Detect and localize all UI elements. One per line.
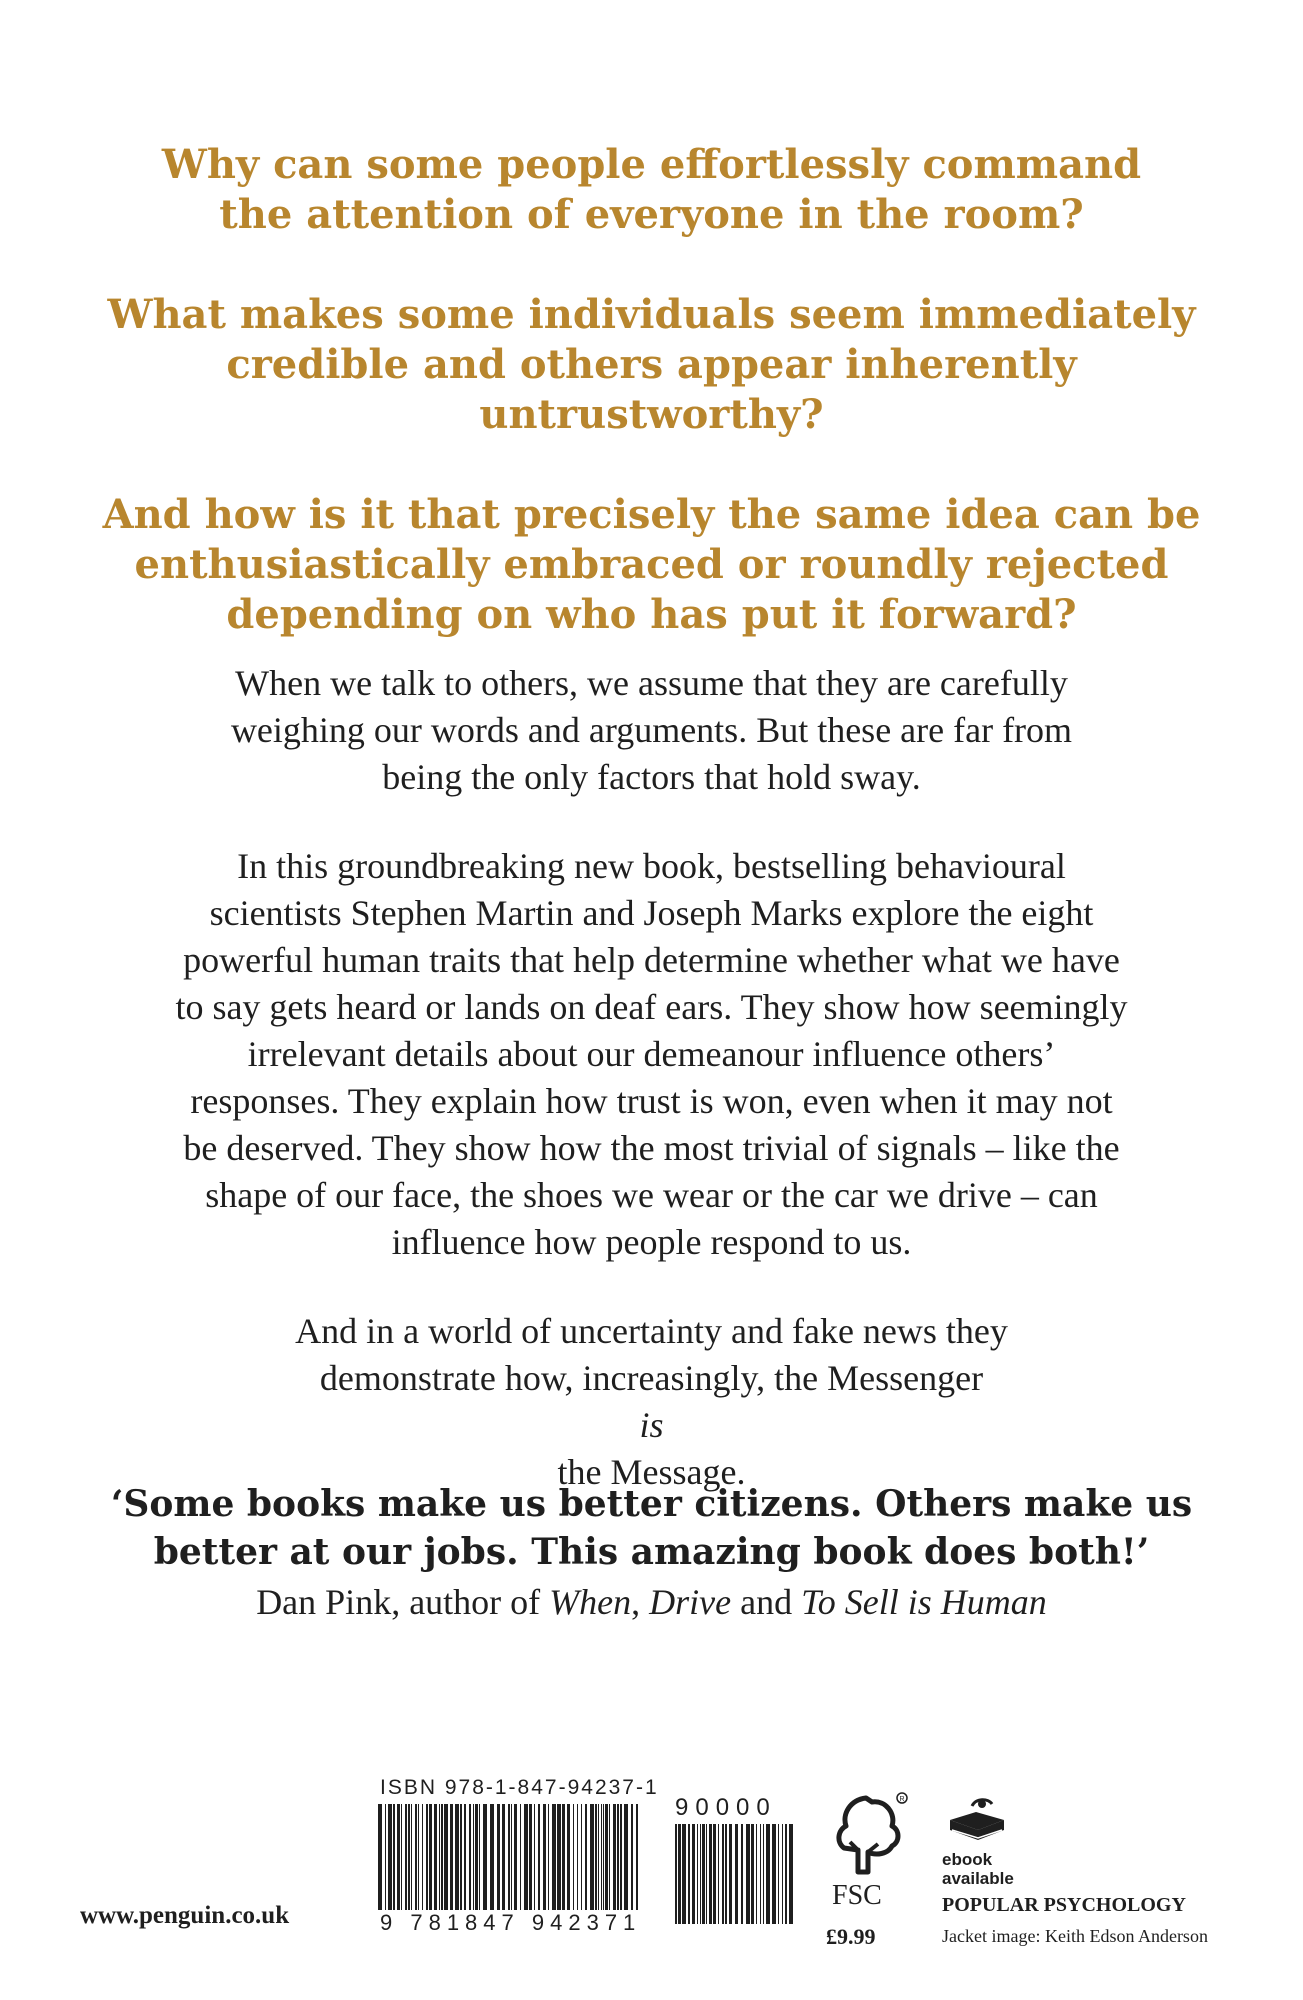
book-title: Drive — [649, 1582, 732, 1622]
blurb-paragraph-1 — [110, 660, 1193, 801]
barcode-bar — [497, 1804, 500, 1924]
barcode-bar — [617, 1804, 619, 1924]
barcode-bar — [756, 1824, 757, 1924]
barcode-bar — [713, 1824, 716, 1924]
barcode-bar — [675, 1824, 677, 1924]
barcode-bar — [697, 1824, 698, 1924]
jacket-credit: Jacket image: Keith Edson Anderson — [942, 1926, 1208, 1946]
barcode-bar — [483, 1804, 487, 1924]
quote-attribution — [100, 1578, 1203, 1626]
barcode-bar — [778, 1824, 779, 1924]
barcode-bar — [385, 1804, 386, 1924]
blurb-line: responses. They explain how trust is won, even when it may not — [190, 1081, 1113, 1121]
blurb-line: shape of our face, the shoes we wear or the car we drive – can — [205, 1175, 1098, 1215]
barcode-bar — [620, 1804, 622, 1924]
barcode-bar — [603, 1804, 604, 1924]
barcode-bar — [706, 1824, 707, 1924]
barcode-bar — [581, 1804, 582, 1924]
barcode-bar — [601, 1804, 602, 1924]
ebook-icon — [942, 1790, 1012, 1850]
barcode-bar — [700, 1824, 701, 1924]
price-label: £9.99 — [826, 1924, 876, 1949]
barcode-bar — [520, 1804, 521, 1924]
question-line: credible and others appear inherently untrustworthy? — [226, 341, 1077, 438]
barcode-bar — [562, 1804, 565, 1924]
question-2 — [80, 290, 1223, 440]
barcode-bar — [538, 1804, 540, 1924]
book-category: POPULAR PSYCHOLOGY — [942, 1894, 1186, 1916]
barcode-bar — [543, 1804, 546, 1924]
barcode-bar — [552, 1804, 556, 1924]
barcode-bar — [439, 1804, 440, 1924]
barcode-bar — [766, 1824, 770, 1924]
barcode-bar — [557, 1804, 561, 1924]
blurb-line: weighing our words and arguments. But these are far from — [230, 710, 1073, 750]
barcode-bar — [429, 1804, 432, 1924]
barcode-bar — [514, 1804, 517, 1924]
barcode-bar — [460, 1804, 462, 1924]
quote-line: ‘Some books make us better citizens. Others make us — [110, 1483, 1193, 1525]
quote-text — [100, 1480, 1203, 1576]
book-title: When — [549, 1582, 632, 1622]
blurb-paragraph-3 — [110, 1308, 1193, 1496]
barcode-bar — [573, 1804, 574, 1924]
cover-footer — [0, 1760, 1303, 2000]
barcode-bar — [418, 1804, 419, 1924]
book-title: To Sell is Human — [801, 1582, 1047, 1622]
barcode-digits: 9 781847 942371 — [380, 1910, 642, 1935]
barcode-bar — [502, 1804, 505, 1924]
ebook-availability — [942, 1850, 1052, 1888]
question-line: depending on who has put it forward? — [226, 591, 1077, 638]
barcode-bar — [772, 1824, 776, 1924]
barcode-bar — [718, 1824, 719, 1924]
question-line: the attention of everyone in the room? — [219, 191, 1084, 238]
barcode-bar — [397, 1804, 400, 1924]
barcode-bar — [490, 1804, 494, 1924]
endorsement-quote — [100, 1480, 1203, 1626]
barcode-bar — [408, 1804, 410, 1924]
barcode-bar — [422, 1804, 423, 1924]
blurb-line: to say gets heard or lands on deaf ears. They show how seemingly — [175, 987, 1128, 1027]
blurb-line: irrelevant details about our demeanour influence others’ — [247, 1034, 1056, 1074]
barcode-bar — [609, 1804, 610, 1924]
blurb-paragraph-2 — [110, 843, 1193, 1266]
blurb — [110, 660, 1193, 1538]
barcode-bar — [475, 1804, 478, 1924]
barcode-bar — [598, 1804, 599, 1924]
separator: , — [631, 1582, 650, 1622]
svg-text:R: R — [899, 1796, 905, 1803]
fsc-tree-logo-icon — [828, 1790, 908, 1880]
barcode-bar — [590, 1804, 594, 1924]
blurb-line: When we talk to others, we assume that they are carefully — [235, 663, 1068, 703]
barcode-bar — [782, 1824, 783, 1924]
blurb-line — [110, 1355, 1193, 1496]
blurb-text: the Message. — [557, 1452, 746, 1492]
barcode-bar — [508, 1804, 510, 1924]
barcode-bar — [479, 1804, 480, 1924]
blurb-italic: is — [639, 1405, 664, 1445]
barcode-bar — [473, 1804, 474, 1924]
barcode-bar — [785, 1824, 787, 1924]
ebook-line: available — [942, 1869, 1014, 1888]
question-line: What makes some individuals seem immediately — [107, 291, 1196, 338]
blurb-line: powerful human traits that help determine whether what we have — [183, 940, 1120, 980]
barcode-bar — [760, 1824, 761, 1924]
barcode-bar — [735, 1824, 738, 1924]
blurb-line: In this groundbreaking new book, bestselling behavioural — [237, 846, 1066, 886]
price-code-digits: 90000 — [675, 1794, 777, 1821]
barcode-bar — [529, 1804, 532, 1924]
publisher-website[interactable]: www.penguin.co.uk — [80, 1902, 290, 1929]
barcode-bar — [709, 1824, 712, 1924]
blurb-text: demonstrate how, increasingly, the Messenger — [319, 1358, 984, 1398]
attribution-prefix: Dan Pink, author of — [256, 1582, 550, 1622]
barcode-bar — [682, 1824, 686, 1924]
barcode-bar — [729, 1824, 732, 1924]
barcode-bar — [688, 1824, 690, 1924]
barcode-bar — [636, 1804, 638, 1924]
barcode-bar — [415, 1804, 417, 1924]
barcode-bar — [613, 1804, 616, 1924]
barcode-bar — [444, 1804, 448, 1924]
barcode-bar — [455, 1804, 459, 1924]
barcode-bar — [702, 1824, 705, 1924]
isbn-number: ISBN 978-1-847-94237-1 — [380, 1776, 659, 1799]
teaser-questions — [80, 140, 1223, 690]
barcode-bar — [725, 1824, 727, 1924]
barcode-bar — [401, 1804, 402, 1924]
barcode-icon — [378, 1804, 640, 1924]
barcode-bar — [595, 1804, 597, 1924]
barcode-bar — [469, 1804, 471, 1924]
barcode-bar — [763, 1824, 764, 1924]
barcode-bar — [751, 1824, 754, 1924]
blurb-line: scientists Stephen Martin and Joseph Marks explore the eight — [209, 893, 1094, 933]
question-line: enthusiastically embraced or roundly rejected — [134, 541, 1169, 588]
barcode-bar — [548, 1804, 549, 1924]
barcode-bar — [524, 1804, 528, 1924]
barcode-bar — [631, 1804, 633, 1924]
barcode-bar — [741, 1824, 743, 1924]
barcode-bar — [378, 1804, 382, 1924]
barcode-bar — [722, 1824, 724, 1924]
barcode-bar — [789, 1824, 793, 1924]
question-line: Why can some people effortlessly command — [161, 141, 1142, 188]
blurb-line: And in a world of uncertainty and fake news they — [295, 1311, 1008, 1351]
barcode-bar — [678, 1824, 681, 1924]
question-1 — [80, 140, 1223, 240]
blurb-line: being the only factors that hold sway. — [382, 757, 921, 797]
barcode-bar — [450, 1804, 453, 1924]
barcode-bar — [388, 1804, 392, 1924]
barcode-bar — [624, 1804, 628, 1924]
barcode-bar — [405, 1804, 407, 1924]
barcode-bar — [434, 1804, 437, 1924]
barcode-bar — [426, 1804, 428, 1924]
addon-barcode-icon — [675, 1824, 793, 1924]
blurb-line: influence how people respond to us. — [391, 1222, 912, 1262]
question-line: And how is it that precisely the same idea can be — [102, 491, 1201, 538]
quote-line: better at our jobs. This amazing book does both!’ — [153, 1531, 1150, 1573]
ebook-line: ebook — [942, 1850, 993, 1869]
barcode-bar — [585, 1804, 587, 1924]
barcode-bar — [577, 1804, 578, 1924]
barcode-bar — [605, 1804, 608, 1924]
question-3 — [80, 490, 1223, 640]
barcode-bar — [441, 1804, 443, 1924]
barcode-bar — [692, 1824, 695, 1924]
barcode-bar — [511, 1804, 512, 1924]
barcode-bar — [464, 1804, 466, 1924]
blurb-line: be deserved. They show how the most trivial of signals – like the — [183, 1128, 1120, 1168]
barcode-bar — [746, 1824, 750, 1924]
fsc-label: FSC — [832, 1880, 882, 1911]
barcode-bar — [393, 1804, 395, 1924]
barcode-bar — [567, 1804, 570, 1924]
separator: and — [731, 1582, 802, 1622]
barcode-bar — [534, 1804, 535, 1924]
barcode-bar — [411, 1804, 412, 1924]
